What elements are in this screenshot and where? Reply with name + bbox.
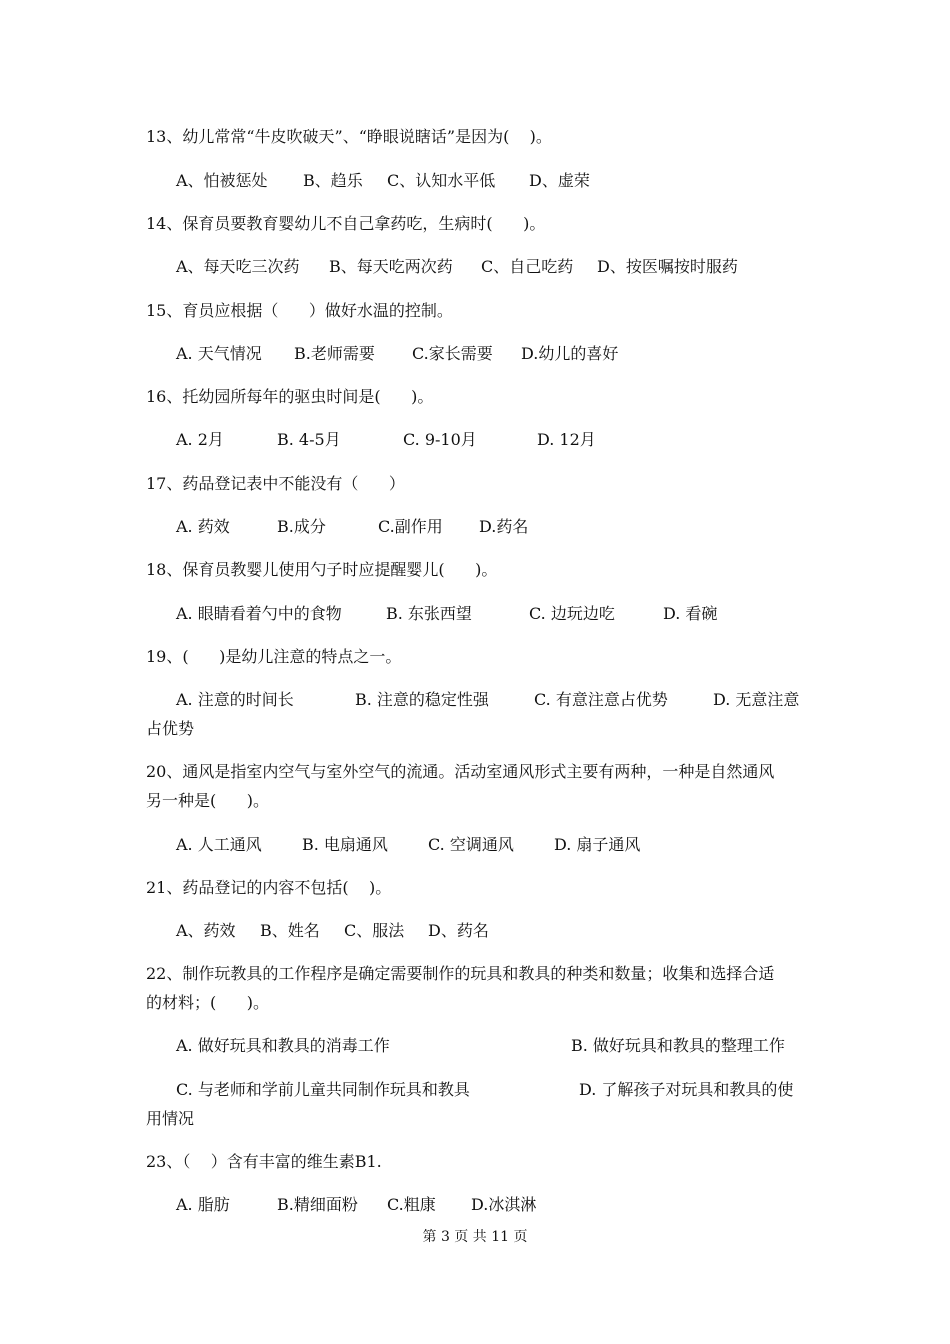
question-22-option-d-continued: 用情况 bbox=[146, 1109, 195, 1128]
question-22-option-a: A. 做好玩具和教具的消毒工作 bbox=[176, 1036, 390, 1055]
question-21-option-d: D、药名 bbox=[428, 921, 489, 940]
question-16-option-c: C. 9-10月 bbox=[403, 430, 477, 449]
question-22-option-c: C. 与老师和学前儿童共同制作玩具和教具 bbox=[176, 1080, 470, 1099]
question-17-option-a: A. 药效 bbox=[176, 517, 230, 536]
question-23-option-d: D.冰淇淋 bbox=[471, 1195, 537, 1214]
question-17-stem: 17、药品登记表中不能没有（ ） bbox=[146, 474, 405, 493]
question-21-option-a: A、药效 bbox=[176, 921, 236, 940]
question-18-option-d: D. 看碗 bbox=[663, 604, 718, 623]
question-19-option-b: B. 注意的稳定性强 bbox=[355, 690, 489, 709]
question-14-stem: 14、保育员要教育婴幼儿不自己拿药吃，生病时( )。 bbox=[146, 214, 546, 233]
question-17-option-b: B.成分 bbox=[277, 517, 326, 536]
question-19-option-d-continued: 占优势 bbox=[146, 719, 195, 738]
question-19-option-c: C. 有意注意占优势 bbox=[534, 690, 668, 709]
question-16-option-b: B. 4-5月 bbox=[277, 430, 341, 449]
question-23-stem: 23、（ ）含有丰富的维生素B1. bbox=[146, 1152, 382, 1171]
question-13-option-c: C、认知水平低 bbox=[387, 171, 496, 190]
question-15-option-a: A. 天气情况 bbox=[176, 344, 262, 363]
question-20-option-a: A. 人工通风 bbox=[176, 835, 262, 854]
question-15-stem: 15、育员应根据（ ）做好水温的控制。 bbox=[146, 301, 453, 320]
question-18-option-b: B. 东张西望 bbox=[386, 604, 472, 623]
question-13-stem: 13、幼儿常常“牛皮吹破天”、“睁眼说瞎话”是因为( )。 bbox=[146, 127, 552, 146]
question-22-stem-line-1: 22、制作玩教具的工作程序是确定需要制作的玩具和教具的种类和数量；收集和选择合适 bbox=[146, 964, 775, 983]
question-19-stem: 19、( )是幼儿注意的特点之一。 bbox=[146, 647, 402, 666]
question-20-option-c: C. 空调通风 bbox=[428, 835, 514, 854]
question-20-stem-line-1: 20、通风是指室内空气与室外空气的流通。活动室通风形式主要有两种，一种是自然通风 bbox=[146, 762, 775, 781]
question-19-option-a: A. 注意的时间长 bbox=[176, 690, 294, 709]
question-15-option-d: D.幼儿的喜好 bbox=[521, 344, 619, 363]
question-21-stem: 21、药品登记的内容不包括( )。 bbox=[146, 878, 392, 897]
question-15-option-b: B.老师需要 bbox=[294, 344, 375, 363]
question-15-option-c: C.家长需要 bbox=[412, 344, 493, 363]
question-13-option-d: D、虚荣 bbox=[529, 171, 590, 190]
question-17-option-c: C.副作用 bbox=[378, 517, 443, 536]
question-18-stem: 18、保育员教婴儿使用勺子时应提醒婴儿( )。 bbox=[146, 560, 498, 579]
question-20-option-b: B. 电扇通风 bbox=[302, 835, 388, 854]
question-14-option-b: B、每天吃两次药 bbox=[329, 257, 453, 276]
question-13-option-a: A、怕被惩处 bbox=[176, 171, 268, 190]
question-21-option-c: C、服法 bbox=[344, 921, 405, 940]
question-16-option-a: A. 2月 bbox=[176, 430, 224, 449]
question-16-option-d: D. 12月 bbox=[537, 430, 596, 449]
question-23-option-a: A. 脂肪 bbox=[176, 1195, 230, 1214]
question-20-option-d: D. 扇子通风 bbox=[554, 835, 641, 854]
question-21-option-b: B、姓名 bbox=[260, 921, 320, 940]
question-18-option-c: C. 边玩边吃 bbox=[529, 604, 615, 623]
question-18-option-a: A. 眼睛看着勺中的食物 bbox=[176, 604, 342, 623]
question-19-option-d: D. 无意注意 bbox=[713, 690, 800, 709]
question-22-option-b: B. 做好玩具和教具的整理工作 bbox=[571, 1036, 785, 1055]
question-14-option-a: A、每天吃三次药 bbox=[176, 257, 300, 276]
question-20-stem-line-2: 另一种是( )。 bbox=[146, 791, 270, 810]
question-23-option-b: B.精细面粉 bbox=[277, 1195, 358, 1214]
page-footer: 第 3 页 共 11 页 bbox=[422, 1229, 528, 1245]
question-13-option-b: B、趋乐 bbox=[303, 171, 363, 190]
question-17-option-d: D.药名 bbox=[479, 517, 529, 536]
question-22-option-d: D. 了解孩子对玩具和教具的使 bbox=[579, 1080, 794, 1099]
question-23-option-c: C.粗康 bbox=[387, 1195, 436, 1214]
question-14-option-c: C、自己吃药 bbox=[481, 257, 574, 276]
question-14-option-d: D、按医嘱按时服药 bbox=[597, 257, 738, 276]
question-16-stem: 16、托幼园所每年的驱虫时间是( )。 bbox=[146, 387, 434, 406]
question-22-stem-line-2: 的材料；( )。 bbox=[146, 993, 270, 1012]
